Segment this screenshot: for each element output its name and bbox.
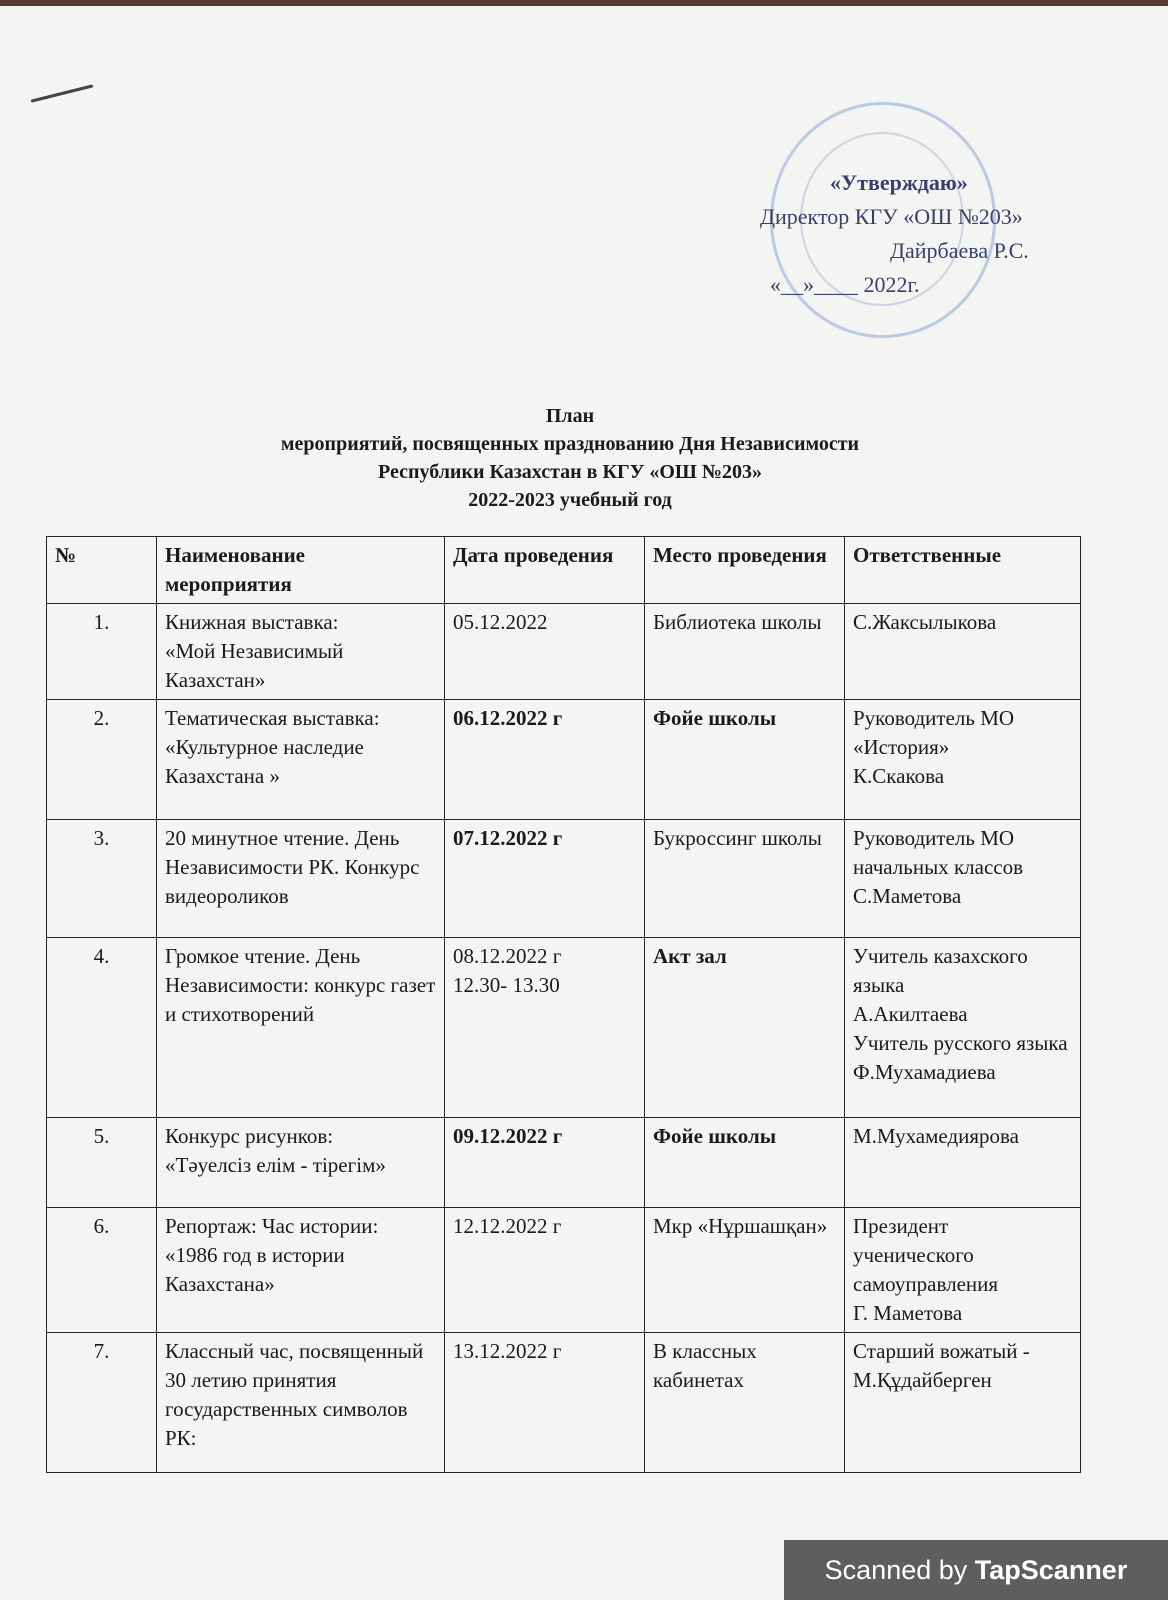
title-line-1: План: [545, 405, 595, 427]
event-name: Книжная выставка: «Мой Независимый Казахстан»: [157, 604, 445, 700]
event-date: 12.12.2022 г: [445, 1208, 645, 1333]
event-place: Фойе школы: [645, 700, 845, 820]
document-page: [0, 6, 1168, 1600]
event-place: Библиотека школы: [645, 604, 845, 700]
table-row: [47, 604, 1081, 700]
event-place: Акт зал: [645, 938, 845, 1118]
title-line-2: мероприятий, посвященных празднованию Дня Независимости: [280, 433, 860, 455]
row-number: 4.: [47, 938, 157, 1118]
row-number: 3.: [47, 820, 157, 938]
event-responsible: Руководитель МО начальных классов С.Маметова: [845, 820, 1081, 938]
header-event-name: Наименование мероприятия: [157, 537, 445, 604]
title-line-4: 2022-2023 учебный год: [468, 489, 672, 511]
events-table: [46, 536, 1081, 1473]
event-name: Конкурс рисунков: «Тәуелсіз елім - тірегім»: [157, 1118, 445, 1208]
event-name: 20 минутное чтение. День Независимости РК. Конкурс видеороликов: [157, 820, 445, 938]
table-row: [47, 700, 1081, 820]
event-date: 05.12.2022: [445, 604, 645, 700]
event-date: 08.12.2022 г 12.30- 13.30: [445, 938, 645, 1118]
event-date: 09.12.2022 г: [445, 1118, 645, 1208]
scanner-brand: TapScanner: [974, 1555, 1128, 1585]
row-number: 5.: [47, 1118, 157, 1208]
approval-date: «__»____ 2022г.: [770, 272, 920, 297]
event-date: 07.12.2022 г: [445, 820, 645, 938]
scanner-prefix: Scanned by: [824, 1555, 968, 1585]
event-responsible: Президент ученического самоуправления Г. Маметова: [845, 1208, 1081, 1333]
event-place: В классных кабинетах: [645, 1333, 845, 1473]
event-responsible: Учитель казахского языка А.Акилтаева Учитель русского языка Ф.Мухамадиева: [845, 938, 1081, 1118]
approval-position: Директор КГУ «ОШ №203»: [760, 204, 1023, 229]
header-responsible: Ответственные: [845, 537, 1081, 604]
approval-heading: «Утверждаю»: [830, 170, 968, 195]
table-row: [47, 1333, 1081, 1473]
event-name: Тематическая выставка: «Культурное наследие Казахстана »: [157, 700, 445, 820]
event-name: Репортаж: Час истории: «1986 год в истории Казахстана»: [157, 1208, 445, 1333]
table-header-row: [47, 537, 1081, 604]
event-responsible: М.Мухамедиярова: [845, 1118, 1081, 1208]
event-name: Громкое чтение. День Независимости: конкурс газет и стихотворений: [157, 938, 445, 1118]
scanner-watermark: [784, 1540, 1168, 1600]
event-date: 06.12.2022 г: [445, 700, 645, 820]
row-number: 1.: [47, 604, 157, 700]
row-number: 7.: [47, 1333, 157, 1473]
event-name: Классный час, посвященный 30 летию принятия государственных символов РК:: [157, 1333, 445, 1473]
event-place: Фойе школы: [645, 1118, 845, 1208]
header-place: Место проведения: [645, 537, 845, 604]
approval-block: [760, 166, 1090, 302]
document-title: [140, 402, 1000, 514]
header-number: №: [47, 537, 157, 604]
event-responsible: С.Жаксылыкова: [845, 604, 1081, 700]
row-number: 2.: [47, 700, 157, 820]
event-place: Мкр «Нұршашқан»: [645, 1208, 845, 1333]
header-date: Дата проведения: [445, 537, 645, 604]
event-responsible: Старший вожатый - М.Құдайберген: [845, 1333, 1081, 1473]
pen-mark: [31, 84, 94, 102]
table-row: [47, 820, 1081, 938]
event-place: Букроссинг школы: [645, 820, 845, 938]
row-number: 6.: [47, 1208, 157, 1333]
table-row: [47, 938, 1081, 1118]
event-date: 13.12.2022 г: [445, 1333, 645, 1473]
event-responsible: Руководитель МО «История» К.Скакова: [845, 700, 1081, 820]
table-row: [47, 1118, 1081, 1208]
title-line-3: Республики Казахстан в КГУ «ОШ №203»: [378, 461, 762, 483]
approval-signatory: Дайрбаева Р.С.: [890, 238, 1029, 263]
table-row: [47, 1208, 1081, 1333]
